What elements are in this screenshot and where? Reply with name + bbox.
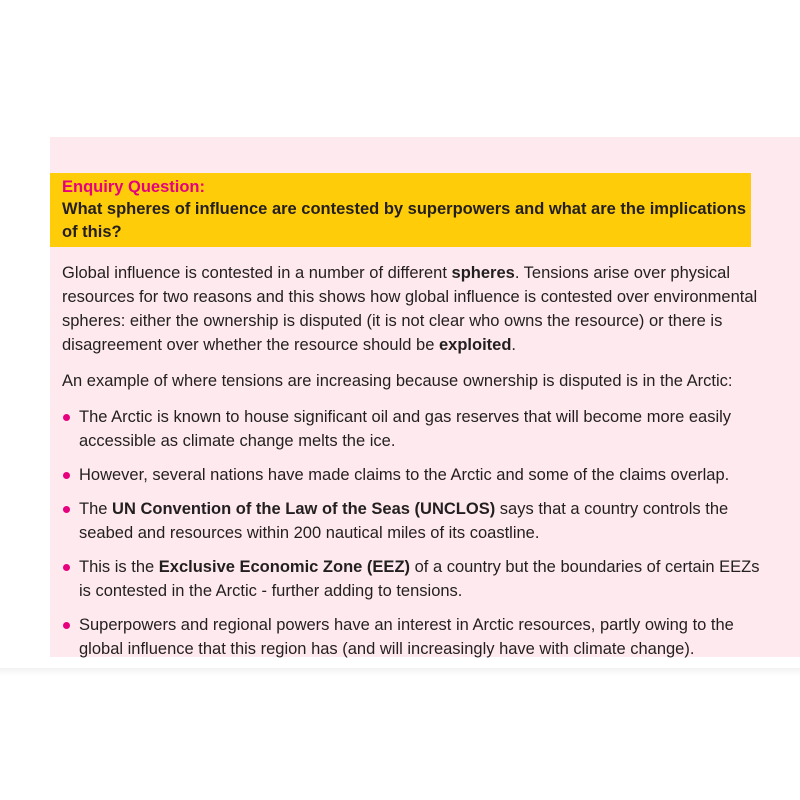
info-card <box>50 137 800 657</box>
bullet-icon <box>63 564 70 571</box>
list-item <box>62 555 762 603</box>
bullet-text-after: of a country but the boundaries of certain EEZs is contested in the Arctic - further adding to tensions. <box>79 558 760 600</box>
list-item <box>62 497 762 545</box>
intro-text-2: . Tensions arise over physical resources for two reasons and this shows how global influence is contested over environmental spheres: either the ownership is disputed (it is not clear who owns the resource) or there is disagreement over whether the resource should be <box>62 264 758 354</box>
term-exploited: exploited <box>438 336 512 354</box>
bullet-list <box>62 405 762 661</box>
bullet-text: The Arctic is known to house significant oil and gas reserves that will become more easily accessible as climate change melts the ice. <box>79 408 732 450</box>
enquiry-label: Enquiry Question: <box>62 178 206 196</box>
enquiry-box <box>50 173 751 247</box>
example-lead: An example of where tensions are increasing because ownership is disputed is in the Arctic: <box>62 372 733 390</box>
bullet-icon <box>63 414 70 421</box>
bullet-text: This is the <box>79 558 159 576</box>
term-eez: Exclusive Economic Zone (EEZ) <box>158 558 411 576</box>
bullet-icon <box>63 472 70 479</box>
bullet-text-after: says that a country controls the seabed and resources within 200 nautical miles of its coastline. <box>79 500 729 542</box>
intro-text-3: . <box>511 336 517 354</box>
bullet-text: However, several nations have made claims to the Arctic and some of the claims overlap. <box>79 466 730 484</box>
list-item <box>62 613 762 661</box>
enquiry-question: What spheres of influence are contested by superpowers and what are the implications of this? <box>62 200 746 241</box>
list-item <box>62 405 762 453</box>
term-spheres: spheres <box>451 264 515 282</box>
bullet-icon <box>63 622 70 629</box>
body-text <box>62 261 762 671</box>
bullet-text: Superpowers and regional powers have an interest in Arctic resources, partly owing to the global influence that this region has (and will increasingly have with climate change). <box>79 616 734 658</box>
bullet-text: The <box>79 500 113 518</box>
term-unclos: UN Convention of the Law of the Seas (UNCLOS) <box>112 500 496 518</box>
list-item <box>62 463 762 487</box>
page-divider <box>0 668 800 676</box>
intro-text-1: Global influence is contested in a number of different <box>62 264 452 282</box>
bullet-icon <box>63 506 70 513</box>
intro-paragraph <box>62 261 762 357</box>
